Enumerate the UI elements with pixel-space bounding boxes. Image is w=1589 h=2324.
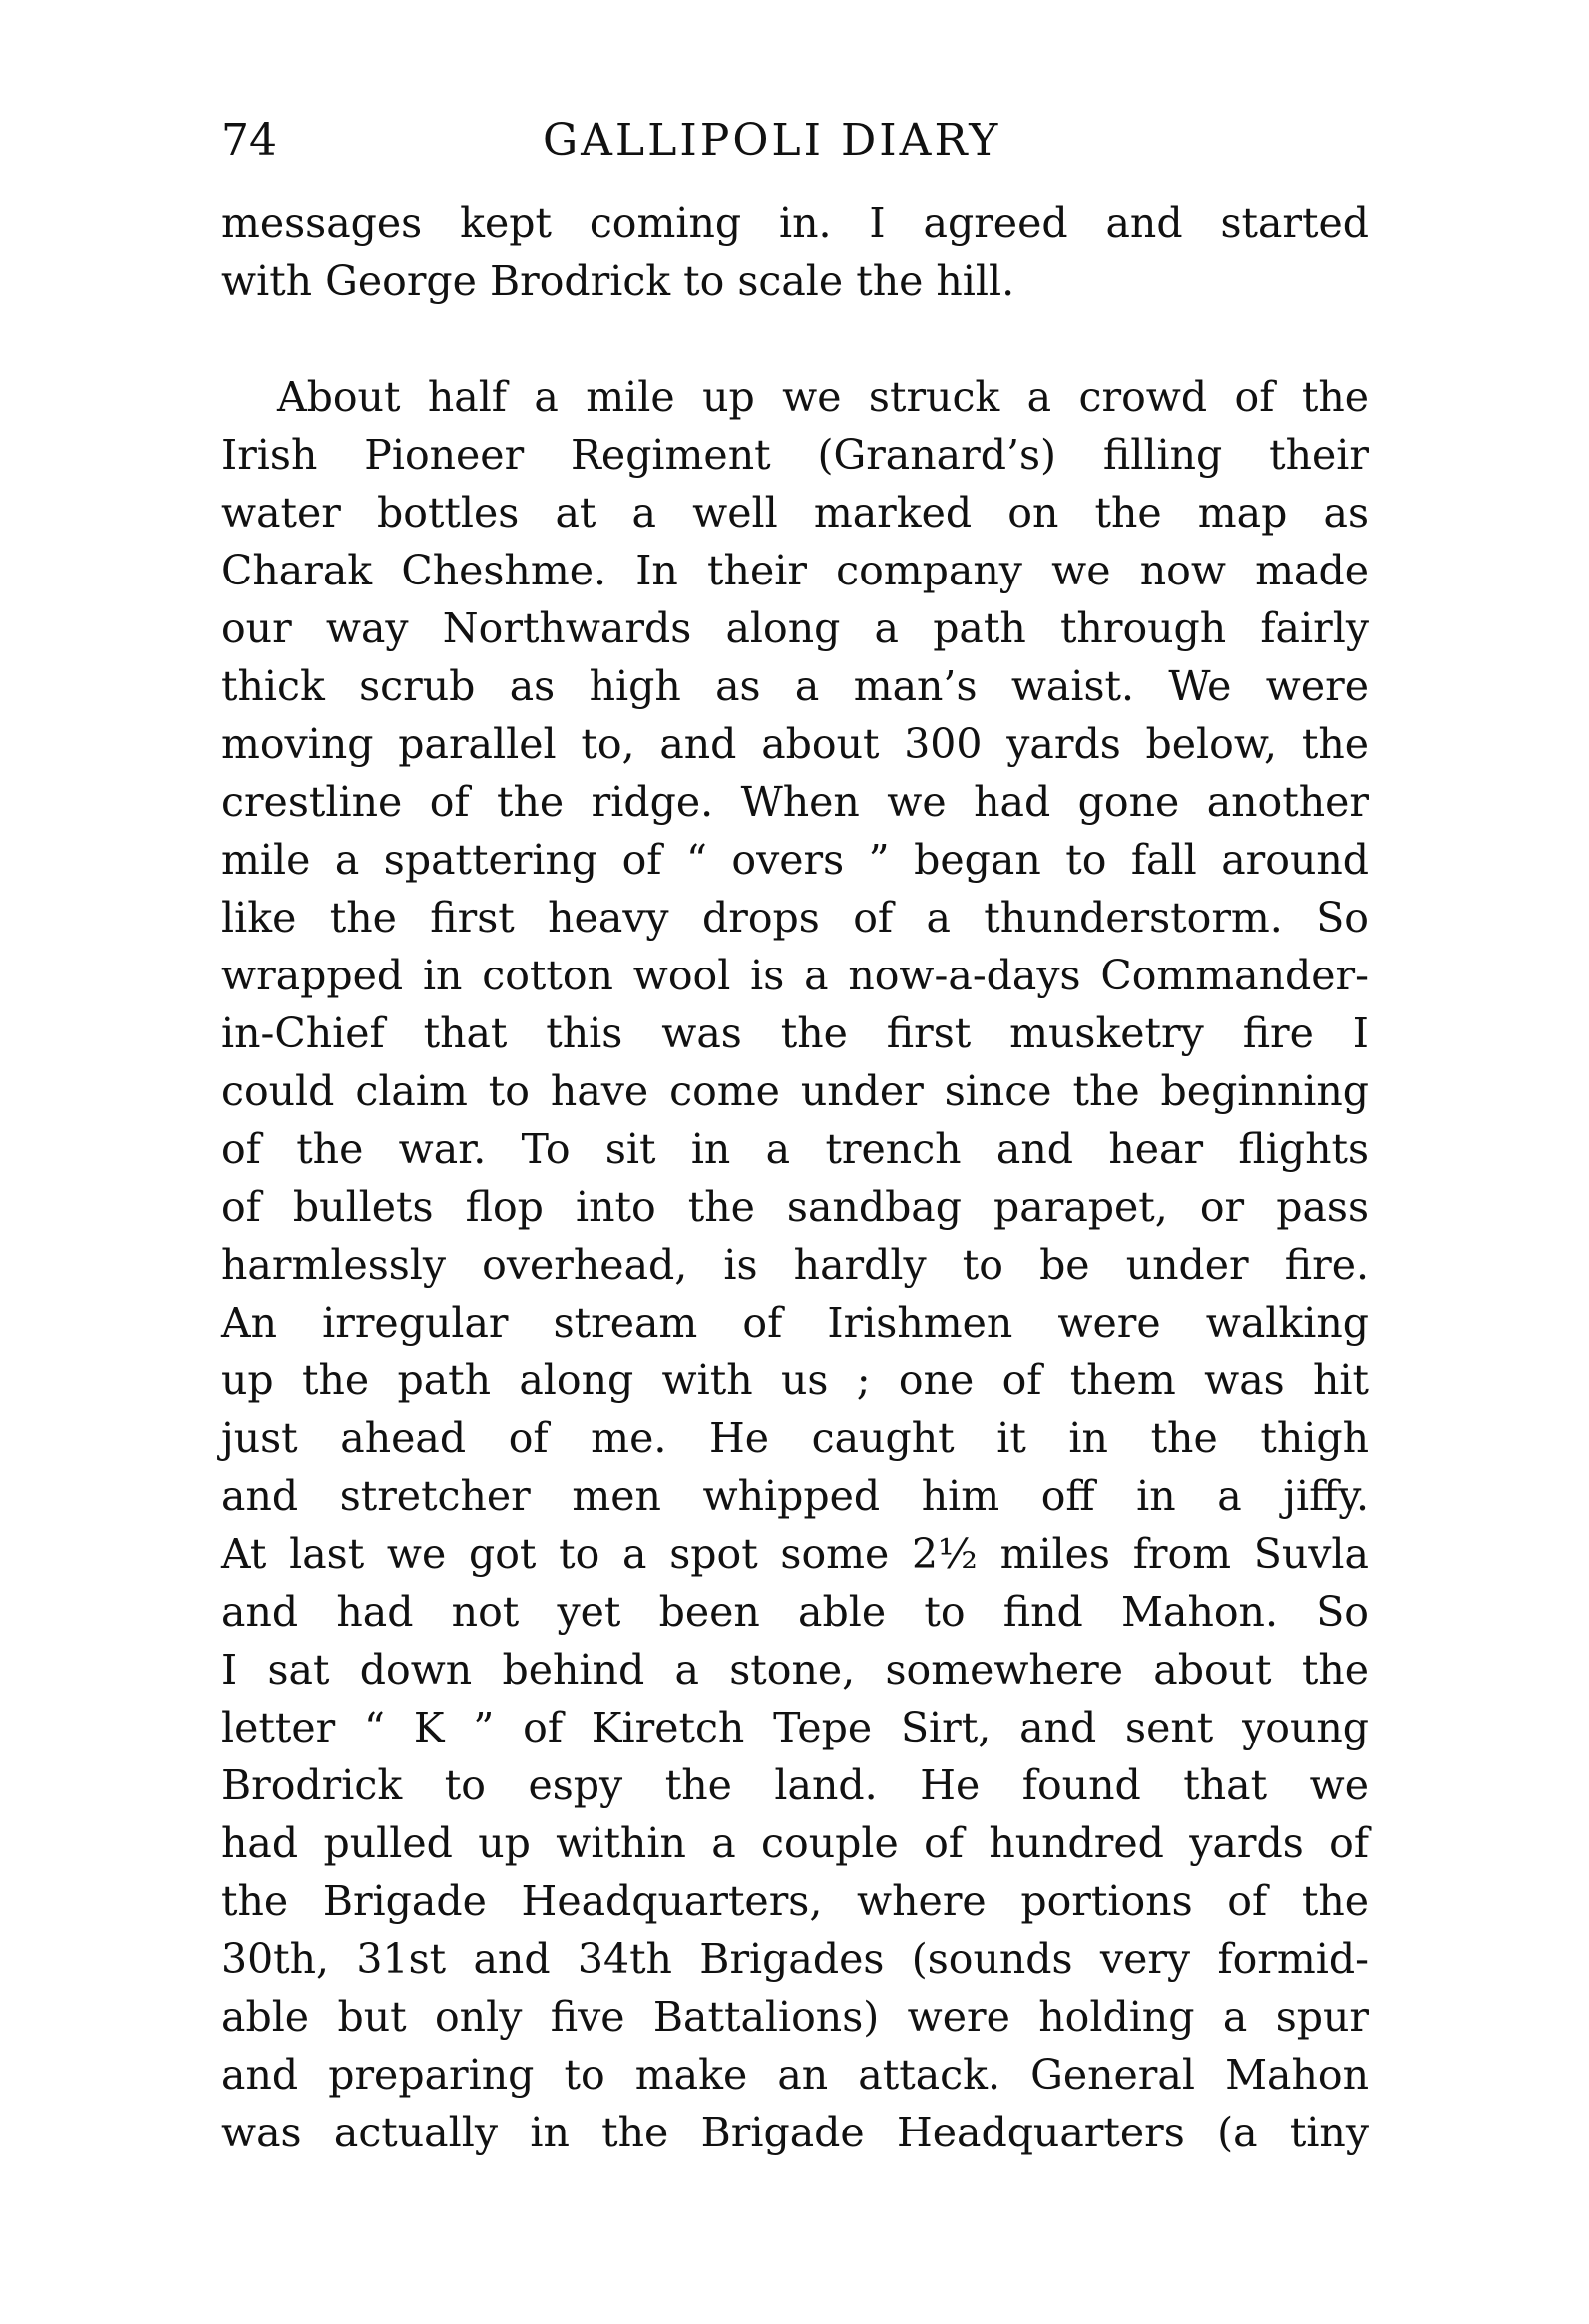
paragraph: [221, 194, 1369, 310]
body-text: [221, 194, 1369, 2161]
text-line: An irregular stream of Irishmen were walking: [221, 1299, 1369, 1347]
text-line: of the war. To sit in a trench and hear flights: [221, 1125, 1369, 1173]
text-line: Irish Pioneer Regiment (Granard’s) filling their: [221, 431, 1369, 479]
paragraph-gap: [221, 310, 1369, 368]
page-number: 74: [221, 115, 277, 166]
text-line: the Brigade Headquarters, where portions of the: [221, 1877, 1369, 1925]
text-line: mile a spattering of “ overs ” began to fall around: [221, 836, 1369, 884]
text-line: could claim to have come under since the beginning: [221, 1067, 1369, 1115]
text-line: Brodrick to espy the land. He found that we: [221, 1761, 1369, 1809]
text-line: and preparing to make an attack. General Mahon: [221, 2051, 1369, 2099]
text-line: and stretcher men whipped him off in a jiffy.: [221, 1472, 1369, 1520]
text-line: harmlessly overhead, is hardly to be under fire.: [221, 1241, 1369, 1289]
running-title: GALLIPOLI DIARY: [543, 115, 1001, 166]
text-line: About half a mile up we struck a crowd of the: [277, 373, 1369, 421]
text-line: water bottles at a well marked on the map as: [221, 489, 1369, 537]
text-line: crestline of the ridge. When we had gone another: [221, 778, 1369, 826]
text-line: 30th, 31st and 34th Brigades (sounds very formid-: [221, 1935, 1369, 1983]
text-line: just ahead of me. He caught it in the thigh: [221, 1414, 1369, 1462]
text-line: At last we got to a spot some 2½ miles from Suvla: [221, 1530, 1369, 1578]
text-line: Charak Cheshme. In their company we now made: [221, 547, 1369, 594]
text-line: up the path along with us ; one of them was hit: [221, 1356, 1369, 1404]
text-line: moving parallel to, and about 300 yards below, the: [221, 720, 1369, 768]
paragraph: [221, 368, 1369, 2161]
text-line: of bullets flop into the sandbag parapet, or pass: [221, 1183, 1369, 1231]
text-line: our way Northwards along a path through fairly: [221, 604, 1369, 652]
text-line: like the first heavy drops of a thunderstorm. So: [221, 894, 1369, 942]
text-line: able but only five Battalions) were holding a spur: [221, 1993, 1369, 2041]
page-header: [221, 110, 1369, 180]
text-line: was actually in the Brigade Headquarters (a tiny: [221, 2109, 1369, 2156]
text-line: I sat down behind a stone, somewhere about the: [221, 1646, 1369, 1694]
text-line: and had not yet been able to find Mahon. So: [221, 1588, 1369, 1636]
text-line: with George Brodrick to scale the hill.: [221, 257, 1015, 305]
text-line: messages kept coming in. I agreed and started: [221, 199, 1369, 247]
text-line: letter “ K ” of Kiretch Tepe Sirt, and sent young: [221, 1704, 1369, 1751]
text-line: had pulled up within a couple of hundred yards of: [221, 1819, 1369, 1867]
text-line: thick scrub as high as a man’s waist. We were: [221, 662, 1369, 710]
text-line: in-Chief that this was the first musketry fire I: [221, 1009, 1369, 1057]
text-line: wrapped in cotton wool is a now-a-days Commander-: [221, 952, 1369, 999]
